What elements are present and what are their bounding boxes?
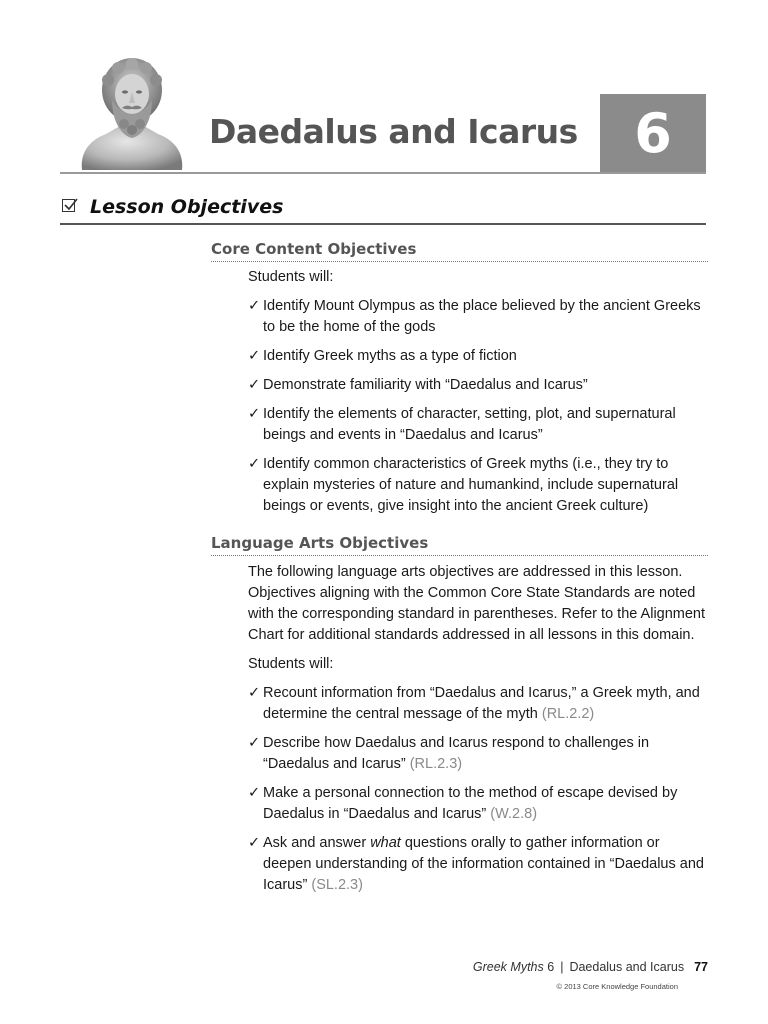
objective-text-post: questions orally to gather information or deepen understanding of the information contained in “Daedalus and Icarus” [263, 835, 704, 893]
lesson-header [0, 0, 768, 180]
language-students: Students will: [248, 656, 334, 672]
checkbox-icon [62, 199, 75, 212]
objective-text-emphasis: what [370, 835, 401, 851]
language-arts-block [248, 562, 710, 904]
footer-chapter: Daedalus and Icarus [569, 960, 685, 974]
lesson-number-badge: 6 [600, 94, 706, 172]
check-icon: ✓ [248, 835, 261, 851]
check-icon: ✓ [248, 685, 261, 701]
language-intro: The following language arts objectives are addressed in this lesson. Objectives aligning with the Common Core State Standards are noted with the corresponding standard in parentheses. Refer to the Alignment Chart for additional standards addressed in all lessons in this domain. [248, 564, 706, 643]
footer-separator: | [560, 960, 564, 974]
list-item [248, 375, 710, 396]
core-content-title: Core Content Objectives [211, 240, 708, 262]
objective-text: Recount information from “Daedalus and Icarus,” a Greek myth, and determine the central message of the myth [263, 685, 700, 722]
check-icon: ✓ [248, 735, 261, 751]
objective-text: Identify common characteristics of Greek myths (i.e., they try to explain mysteries of nature and humankind, include supernatural beings or events, give insight into the ancient Greek culture) [263, 456, 679, 514]
objective-text: Make a personal connection to the method of escape devised by Daedalus in “Daedalus and Icarus” [263, 785, 678, 822]
lesson-objectives-title: Lesson Objectives [90, 196, 284, 218]
language-arts-title: Language Arts Objectives [211, 534, 708, 556]
page-footer [473, 960, 708, 974]
check-icon: ✓ [248, 456, 261, 472]
list-item [248, 346, 710, 367]
list-item [248, 683, 710, 725]
standard-code: (RL.2.3) [409, 756, 463, 772]
list-item [248, 404, 710, 446]
check-icon: ✓ [248, 298, 261, 314]
objective-text: Identify the elements of character, setting, plot, and supernatural beings and events in “Daedalus and Icarus” [263, 406, 676, 443]
list-item [248, 733, 710, 775]
core-intro: Students will: [248, 269, 334, 285]
language-objectives-list [248, 683, 710, 896]
page-number: 77 [694, 960, 708, 974]
footer-book-title: Greek Myths [472, 960, 544, 974]
objective-text-pre: Ask and answer [263, 835, 371, 851]
page-title: Daedalus and Icarus [209, 112, 578, 151]
check-icon: ✓ [248, 348, 261, 364]
check-icon: ✓ [248, 406, 261, 422]
objective-text: Describe how Daedalus and Icarus respond to challenges in “Daedalus and Icarus” [263, 735, 650, 772]
standard-code: (RL.2.2) [541, 706, 595, 722]
list-item [248, 783, 710, 825]
core-objectives-list [248, 296, 710, 517]
check-icon: ✓ [248, 785, 261, 801]
standard-code: (SL.2.3) [311, 877, 363, 893]
header-divider [60, 172, 706, 174]
standard-code: (W.2.8) [490, 806, 538, 822]
check-icon: ✓ [248, 377, 261, 393]
copyright-notice: © 2013 Core Knowledge Foundation [556, 982, 678, 991]
zeus-bust-icon [76, 56, 188, 170]
list-item [248, 296, 710, 338]
objectives-divider [60, 223, 706, 225]
objective-text: Demonstrate familiarity with “Daedalus and Icarus” [263, 377, 588, 393]
core-content-block [248, 267, 710, 525]
objective-text: Identify Greek myths as a type of fiction [263, 348, 517, 364]
list-item [248, 454, 710, 517]
objective-text: Identify Mount Olympus as the place believed by the ancient Greeks to be the home of the gods [263, 298, 701, 335]
list-item [248, 833, 710, 896]
footer-book-number: 6 [547, 960, 555, 974]
